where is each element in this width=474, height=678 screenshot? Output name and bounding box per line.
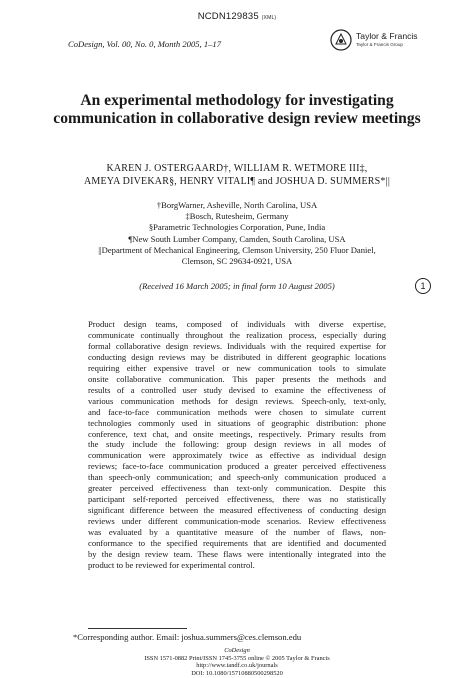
abstract-line: greater perceived effectiveness than text-only communication. Despite this	[88, 483, 386, 494]
abstract-line: significant difference between the measured effectiveness of conducting design	[88, 505, 386, 516]
abstract-line: conference, text chat, and onsite meetings, respectively. Primary results from	[88, 428, 386, 439]
abstract-line: reviews; face-to-face communication produced a greater perceived effectiveness	[88, 461, 386, 472]
paper-title: An experimental methodology for investigating communication in collaborative design review meetings	[53, 92, 421, 127]
abstract-line: onsite collaborative communication. This paper presents the methods and	[88, 373, 386, 384]
abstract-line: technologies commonly used in situations of geographic distribution: phone	[88, 417, 386, 428]
affiliation-line: ||Department of Mechanical Engineering, Clemson University, 250 Fluor Daniel,	[98, 244, 376, 255]
margin-note-marker: 1	[415, 278, 431, 294]
abstract-line: by the design review team. These flaws were intentionally integrated into the	[88, 549, 386, 560]
author-line: AMEYA DIVEKAR§, HENRY VITALI¶ and JOSHUA D. SUMMERS*||	[83, 176, 391, 187]
journal-citation-text: CoDesign, Vol. 00, No. 0, Month 2005, 1–17	[68, 39, 222, 49]
abstract-line: conformance to the specified requirements that are identified and documented	[88, 538, 386, 549]
affiliation-line: §Parametric Technologies Corporation, Pune, India	[148, 222, 326, 233]
abstract	[88, 319, 386, 571]
abstract-line: was evaluated by a quantitative measure of the number of flaws, non-	[88, 527, 386, 538]
abstract-line: communication were approximately twice as effective as individual design	[88, 450, 386, 461]
publisher-emblem-icon	[330, 29, 352, 51]
abstract-line: results of a controlled user study devised to examine the effectiveness of	[88, 384, 386, 395]
affiliation-line: ‡Bosch, Rutesheim, Germany	[185, 211, 289, 222]
received-dates: (Received 16 March 2005; in final form 10 August 2005)	[139, 281, 335, 291]
footer-issn: ISSN 1571-0882 Print/ISSN 1745-3755 online © 2005 Taylor & Francis	[144, 654, 330, 662]
journal-citation	[68, 39, 221, 49]
abstract-line: formal collaborative design reviews. Individuals with the required expertise for	[88, 340, 386, 351]
footer-journal-name: CoDesign	[224, 647, 250, 654]
abstract-line: requiring either expensive travel or new communication tools to simulate	[88, 362, 386, 373]
affiliation-line: †BorgWarner, Asheville, North Carolina, USA	[156, 200, 318, 210]
abstract-line: various communication methods for design reviews. Speech-only, text-only,	[88, 395, 386, 406]
footer-url: http://www.tandf.co.uk/journals	[196, 662, 278, 670]
abstract-line: product to be reviewed for experimental control.	[88, 559, 255, 570]
journal-footer	[40, 647, 434, 678]
abstract-line: Product design teams, composed of individuals with diverse expertise,	[88, 319, 386, 329]
manuscript-id-suffix: (XML)	[261, 15, 277, 21]
abstract-line: and face-to-face communication methods were chosen to simulate current	[88, 406, 386, 417]
affiliation-line: ¶New South Lumber Company, Camden, South Carolina, USA	[128, 233, 346, 244]
author-list	[40, 162, 434, 188]
affiliations	[40, 200, 434, 267]
corresponding-author-footnote: *Corresponding author. Email: joshua.summers@ces.clemson.edu	[73, 632, 302, 642]
footnote-divider	[88, 628, 187, 629]
affiliation-line: Clemson, SC 29634-0921, USA	[181, 256, 293, 267]
footer-doi: DOI: 10.1080/15710880500298520	[191, 670, 283, 678]
publisher-name: Taylor & Francis	[356, 31, 418, 41]
manuscript-id-text: NCDN129835	[197, 11, 259, 22]
abstract-line: than speech-only communication; and speech-only communication produced a	[88, 472, 386, 483]
author-line: KAREN J. OSTERGAARD†, WILLIAM R. WETMORE III‡,	[106, 163, 368, 174]
publisher-group: Taylor & Francis Group	[356, 42, 403, 47]
abstract-line: participant self-reported perceived effectiveness, there was no statistically	[88, 494, 386, 505]
abstract-line: the study include the following: group design reviews in all modes of	[88, 439, 386, 450]
abstract-line: communicate continually throughout the realization process, especially during	[88, 329, 386, 340]
abstract-line: conducting design reviews may be distributed in different geographic locations	[88, 351, 386, 362]
publisher-logo	[330, 29, 450, 53]
abstract-line: reviews under different communication-mode scenarios. Review effectiveness	[88, 516, 386, 527]
manuscript-id	[0, 11, 474, 22]
